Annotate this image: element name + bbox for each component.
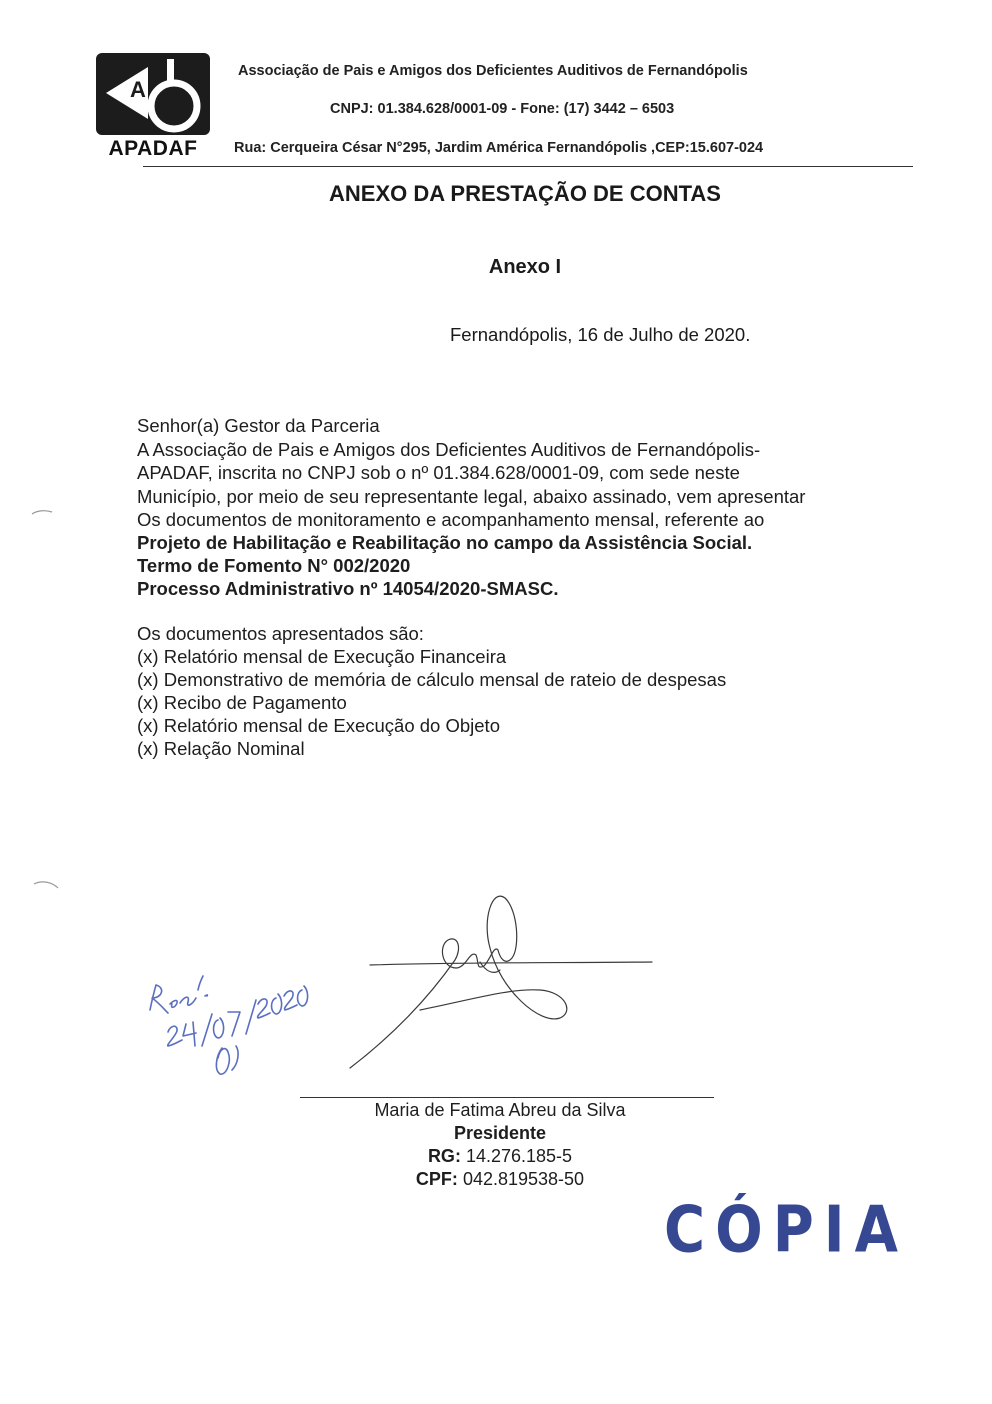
signatory-rg	[300, 1146, 700, 1167]
header-divider	[143, 166, 913, 167]
rg-label: RG:	[427, 1146, 461, 1166]
process-number: Processo Administrativo nº 14054/2020-SMASC.	[137, 578, 559, 599]
logo-emblem	[96, 53, 210, 135]
term-number: Termo de Fomento N° 002/2020	[137, 555, 411, 576]
document-date: Fernandópolis, 16 de Julho de 2020.	[450, 324, 751, 345]
paragraph-line: Os documentos de monitoramento e acompanhamento mensal, referente ao	[137, 509, 765, 530]
apadaf-logo	[94, 53, 212, 163]
signatory-name: Maria de Fatima Abreu da Silva	[374, 1100, 626, 1120]
signature-line	[300, 1097, 714, 1098]
paragraph-line: Município, por meio de seu representante legal, abaixo assinado, vem apresentar	[137, 486, 806, 507]
signatory-role: Presidente	[453, 1123, 547, 1143]
signatory-cpf	[300, 1169, 700, 1190]
org-address: Rua: Cerqueira César N°295, Jardim América Fernandópolis ,CEP:15.607-024	[234, 140, 764, 156]
document-item: (x) Recibo de Pagamento	[137, 692, 347, 713]
document-item: (x) Relatório mensal de Execução Financeira	[137, 646, 507, 667]
annex-heading: Anexo I	[488, 256, 562, 278]
project-name: Projeto de Habilitação e Reabilitação no campo da Assistência Social.	[137, 532, 753, 553]
ear-icon	[96, 53, 210, 135]
org-name: Associação de Pais e Amigos dos Deficientes Auditivos de Fernandópolis	[238, 63, 748, 79]
paragraph-line: APADAF, inscrita no CNPJ sob o nº 01.384.628/0001-09, com sede neste	[137, 462, 740, 483]
documents-intro: Os documentos apresentados são:	[137, 623, 424, 644]
paragraph-line: A Associação de Pais e Amigos dos Deficientes Auditivos de Fernandópolis-	[137, 439, 761, 460]
logo-wordmark: APADAF	[108, 137, 198, 160]
document-item: (x) Relatório mensal de Execução do Objeto	[137, 715, 500, 736]
salutation: Senhor(a) Gestor da Parceria	[137, 415, 380, 436]
rg-value: 14.276.185-5	[465, 1146, 573, 1166]
document-title: ANEXO DA PRESTAÇÃO DE CONTAS	[329, 181, 721, 206]
copy-stamp: CÓPIA	[664, 1193, 908, 1268]
logo-letter: A	[130, 77, 146, 102]
document-item: (x) Demonstrativo de memória de cálculo mensal de rateio de despesas	[137, 669, 727, 690]
document-item: (x) Relação Nominal	[137, 738, 305, 759]
cpf-label: CPF:	[415, 1169, 458, 1189]
cpf-value: 042.819538-50	[462, 1169, 585, 1189]
cnpj-phone: CNPJ: 01.384.628/0001-09 - Fone: (17) 3442 – 6503	[330, 101, 675, 117]
